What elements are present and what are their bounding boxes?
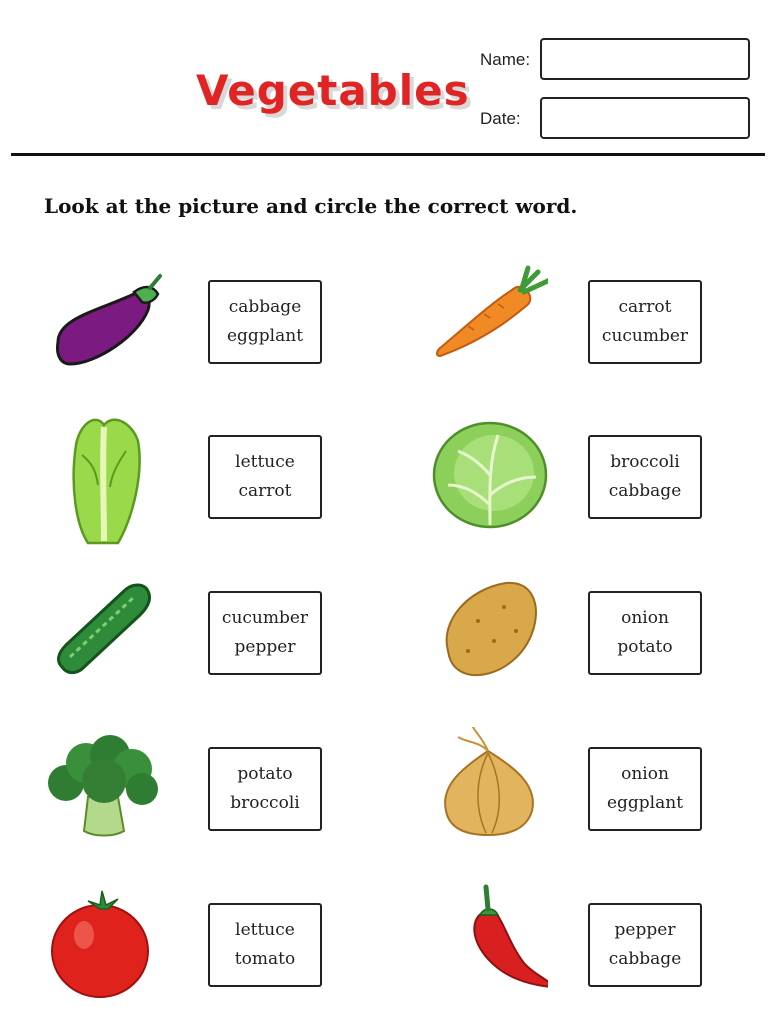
word-option[interactable]: pepper [614, 920, 676, 940]
pepper-icon [428, 883, 548, 1013]
word-option[interactable]: cabbage [608, 481, 682, 501]
item-lettuce [48, 415, 378, 545]
word-choice-box [588, 435, 702, 519]
potato-icon [428, 571, 548, 701]
lettuce-icon [48, 415, 168, 545]
word-choice-box [208, 903, 322, 987]
item-tomato [48, 883, 378, 1013]
date-field[interactable] [540, 97, 750, 139]
word-option[interactable]: cucumber [221, 608, 309, 628]
eggplant-icon [48, 260, 168, 390]
word-option[interactable]: broccoli [610, 452, 680, 472]
item-eggplant [48, 260, 378, 390]
item-cucumber [48, 571, 378, 701]
word-choice-box [588, 747, 702, 831]
word-choice-box [588, 591, 702, 675]
word-choice-box [588, 280, 702, 364]
word-option[interactable]: potato [237, 764, 293, 784]
word-choice-box [208, 747, 322, 831]
word-option[interactable]: eggplant [226, 326, 304, 346]
name-label: Name: [480, 50, 531, 69]
onion-icon [428, 727, 548, 857]
word-option[interactable]: lettuce [235, 452, 295, 472]
word-choice-box [208, 435, 322, 519]
carrot-icon [428, 260, 548, 390]
word-option[interactable]: carrot [618, 297, 672, 317]
word-option[interactable]: eggplant [606, 793, 684, 813]
word-option[interactable]: onion [621, 764, 669, 784]
broccoli-icon [44, 727, 164, 857]
item-broccoli [44, 727, 374, 857]
cabbage-icon [428, 415, 548, 545]
item-onion [428, 727, 758, 857]
word-option[interactable]: onion [621, 608, 669, 628]
word-option[interactable]: cabbage [228, 297, 302, 317]
instruction-text: Look at the picture and circle the correct word. [44, 194, 578, 218]
item-cabbage [428, 415, 758, 545]
cucumber-icon [48, 571, 168, 701]
word-choice-box [588, 903, 702, 987]
word-option[interactable]: carrot [238, 481, 292, 501]
word-choice-box [208, 591, 322, 675]
word-option[interactable]: cucumber [601, 326, 689, 346]
word-option[interactable]: tomato [234, 949, 296, 969]
date-label: Date: [480, 109, 521, 128]
word-option[interactable]: potato [617, 637, 673, 657]
item-potato [428, 571, 758, 701]
name-field[interactable] [540, 38, 750, 80]
worksheet-title: Vegetables [196, 66, 470, 115]
word-option[interactable]: lettuce [235, 920, 295, 940]
item-pepper [428, 883, 758, 1013]
word-option[interactable]: broccoli [230, 793, 300, 813]
word-option[interactable]: pepper [234, 637, 296, 657]
tomato-icon [48, 883, 168, 1013]
item-carrot [428, 260, 758, 390]
word-choice-box [208, 280, 322, 364]
header-divider [11, 153, 765, 156]
word-option[interactable]: cabbage [608, 949, 682, 969]
